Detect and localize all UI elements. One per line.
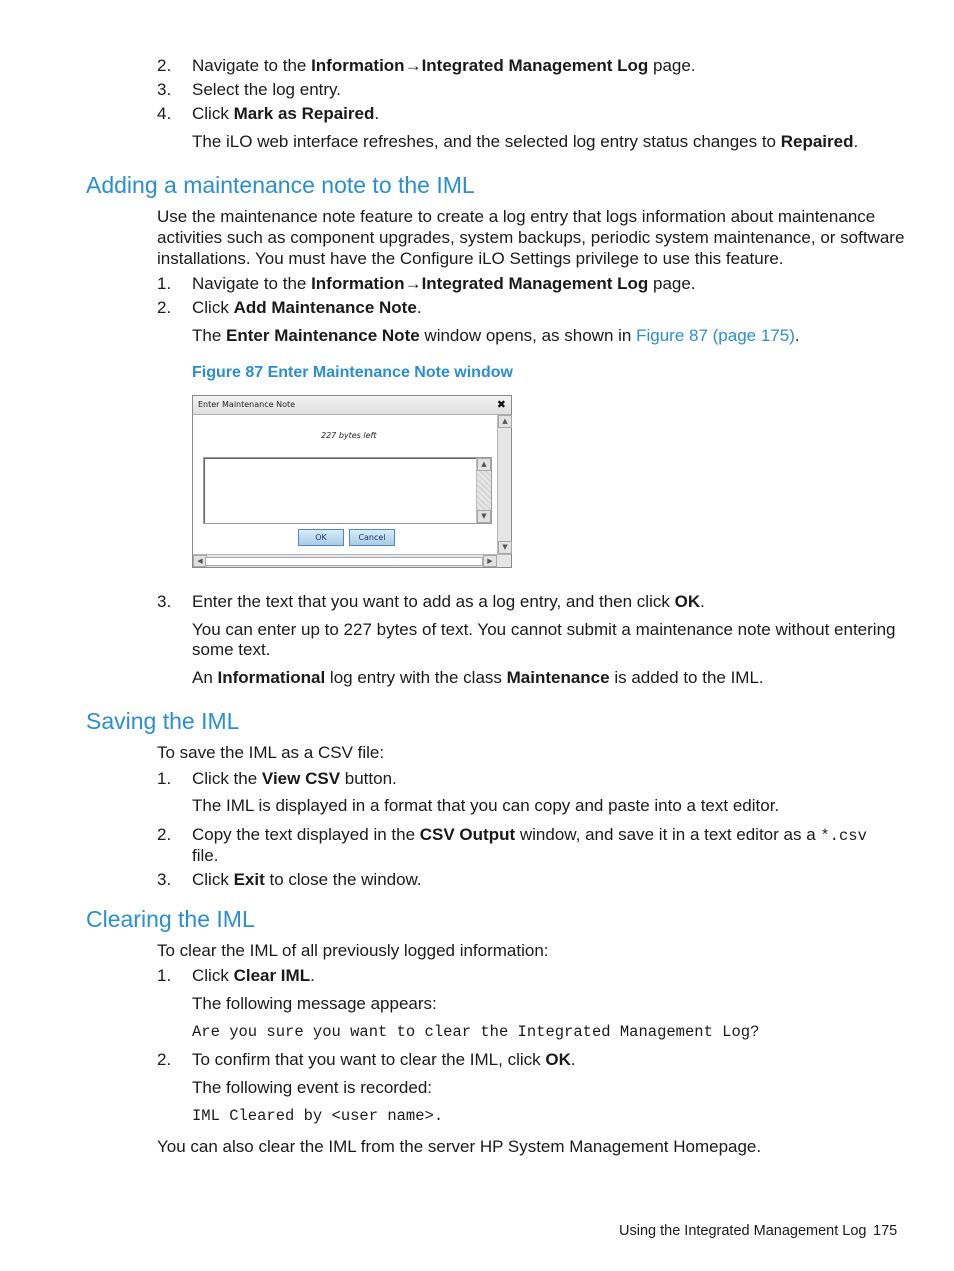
step-number: 2. — [157, 298, 172, 317]
ui-label: Add Maintenance Note — [233, 298, 417, 317]
step-text — [192, 56, 696, 76]
ui-label: Mark as Repaired — [233, 104, 375, 123]
ui-path: Information→Integrated Management Log — [311, 56, 649, 75]
step-text-part: . — [310, 966, 315, 985]
step-number: 2. — [157, 1050, 172, 1069]
page-number: 175 — [873, 1223, 898, 1239]
maintenance-note-dialog — [192, 395, 512, 568]
note-part: window opens, as shown in — [419, 326, 637, 345]
step-number: 2. — [157, 825, 172, 844]
step-text — [192, 870, 422, 890]
step-text — [192, 592, 705, 612]
scroll-down-icon[interactable]: ▼ — [477, 510, 491, 523]
step-text-part: Click the — [192, 769, 262, 788]
window-vertical-scrollbar[interactable] — [497, 415, 511, 554]
step-note: The following message appears: — [192, 994, 437, 1013]
dialog-titlebar — [193, 396, 511, 415]
step-text — [192, 769, 397, 789]
step-text-part: Click — [192, 298, 234, 317]
note-part: . — [794, 326, 800, 345]
note-textarea[interactable] — [203, 457, 492, 524]
ok-button[interactable]: OK — [298, 529, 344, 546]
step-number: 3. — [157, 870, 172, 889]
step-text-part: page. — [648, 274, 696, 293]
step-text-part: to close the window. — [264, 870, 422, 889]
step-note-line: some text. — [192, 640, 271, 659]
step-number: 3. — [157, 80, 172, 99]
step-note: The IML is displayed in a format that you can copy and paste into a text editor. — [192, 796, 780, 815]
code-event: IML Cleared by <user name>. — [192, 1107, 444, 1125]
step-note — [192, 326, 800, 346]
ui-label: Maintenance — [506, 668, 610, 687]
scroll-up-icon[interactable]: ▲ — [498, 415, 512, 428]
scroll-thumb[interactable] — [205, 557, 483, 566]
step-text-part: Navigate to the — [192, 56, 312, 75]
step-text — [192, 1050, 576, 1070]
intro-line: To save the IML as a CSV file: — [157, 743, 385, 762]
step-number: 1. — [157, 274, 172, 293]
step-note-line: You can enter up to 227 bytes of text. You cannot submit a maintenance note without entering — [192, 620, 896, 639]
scroll-up-icon[interactable]: ▲ — [477, 458, 491, 471]
note-part: The — [192, 326, 227, 345]
section-heading-saving: Saving the IML — [86, 708, 240, 734]
note-part: . — [853, 132, 859, 151]
step-text-part: . — [570, 1050, 576, 1069]
step-text-part: . — [374, 104, 380, 123]
step-text-part: window, and save it in a text editor as a — [515, 825, 821, 844]
step-text-part: page. — [648, 56, 696, 75]
step-text-part: To confirm that you want to clear the IML, click — [192, 1050, 546, 1069]
note-part: is added to the IML. — [609, 668, 764, 687]
step-number: 2. — [157, 56, 172, 75]
ui-label: View CSV — [261, 769, 341, 788]
textarea-scrollbar[interactable] — [476, 458, 491, 523]
closing-paragraph: You can also clear the IML from the server HP System Management Homepage. — [157, 1137, 762, 1156]
figure-caption: Figure 87 Enter Maintenance Note window — [192, 364, 513, 381]
window-horizontal-scrollbar[interactable] — [193, 554, 511, 567]
step-text-part: button. — [340, 769, 397, 788]
step-text: Select the log entry. — [192, 80, 341, 99]
step-note — [192, 668, 764, 688]
step-text-part: Navigate to the — [192, 274, 312, 293]
note-part: The iLO web interface refreshes, and the selected log entry status changes to — [192, 132, 781, 151]
ui-label: Clear IML — [233, 966, 311, 985]
step-text — [192, 825, 867, 845]
intro-line: Use the maintenance note feature to create a log entry that logs information about maintenance — [157, 207, 876, 226]
scroll-right-icon[interactable]: ▶ — [483, 555, 497, 567]
step-text — [192, 274, 696, 294]
intro-line: installations. You must have the Configure iLO Settings privilege to use this feature. — [157, 249, 784, 268]
ui-label: OK — [545, 1050, 571, 1069]
footer-title: Using the Integrated Management Log — [619, 1223, 867, 1239]
step-text — [192, 966, 315, 986]
cancel-button[interactable]: Cancel — [349, 529, 395, 546]
ui-label: Exit — [233, 870, 265, 889]
note-part: log entry with the class — [325, 668, 507, 687]
step-text — [192, 104, 379, 124]
bytes-left-label: 227 bytes left — [321, 431, 377, 440]
step-text-continued: file. — [192, 846, 219, 865]
step-text — [192, 298, 422, 318]
step-number: 4. — [157, 104, 172, 123]
step-text-part: . — [700, 592, 705, 611]
ui-label: Informational — [217, 668, 326, 687]
ui-path: Information→Integrated Management Log — [311, 274, 649, 293]
intro-line: activities such as component upgrades, system backups, periodic system maintenance, or software — [157, 228, 905, 247]
step-text-part: Click — [192, 104, 234, 123]
step-text-part: Click — [192, 966, 234, 985]
scroll-down-icon[interactable]: ▼ — [498, 541, 512, 554]
step-text-part: . — [416, 298, 422, 317]
file-extension-code: *.csv — [820, 827, 867, 845]
close-icon[interactable]: ✖ — [496, 398, 506, 411]
step-note — [192, 132, 858, 152]
intro-line: To clear the IML of all previously logged information: — [157, 941, 549, 960]
section-heading-maintenance-note: Adding a maintenance note to the IML — [86, 172, 475, 198]
step-text-part: Click — [192, 870, 234, 889]
ui-label: Repaired — [780, 132, 854, 151]
note-part: An — [192, 668, 218, 687]
step-number: 1. — [157, 769, 172, 788]
step-number: 3. — [157, 592, 172, 611]
dialog-title: Enter Maintenance Note — [198, 400, 296, 409]
step-note: The following event is recorded: — [192, 1078, 433, 1097]
step-text-part: Enter the text that you want to add as a log entry, and then click — [192, 592, 675, 611]
code-message: Are you sure you want to clear the Integrated Management Log? — [192, 1023, 760, 1041]
step-text-part: Copy the text displayed in the — [192, 825, 420, 844]
ui-label: Enter Maintenance Note — [226, 326, 420, 345]
scroll-left-icon[interactable]: ◀ — [193, 555, 207, 567]
figure-link[interactable]: Figure 87 (page 175) — [636, 326, 795, 345]
ui-label: OK — [674, 592, 701, 611]
ui-label: CSV Output — [419, 825, 516, 844]
step-number: 1. — [157, 966, 172, 985]
section-heading-clearing: Clearing the IML — [86, 906, 255, 932]
